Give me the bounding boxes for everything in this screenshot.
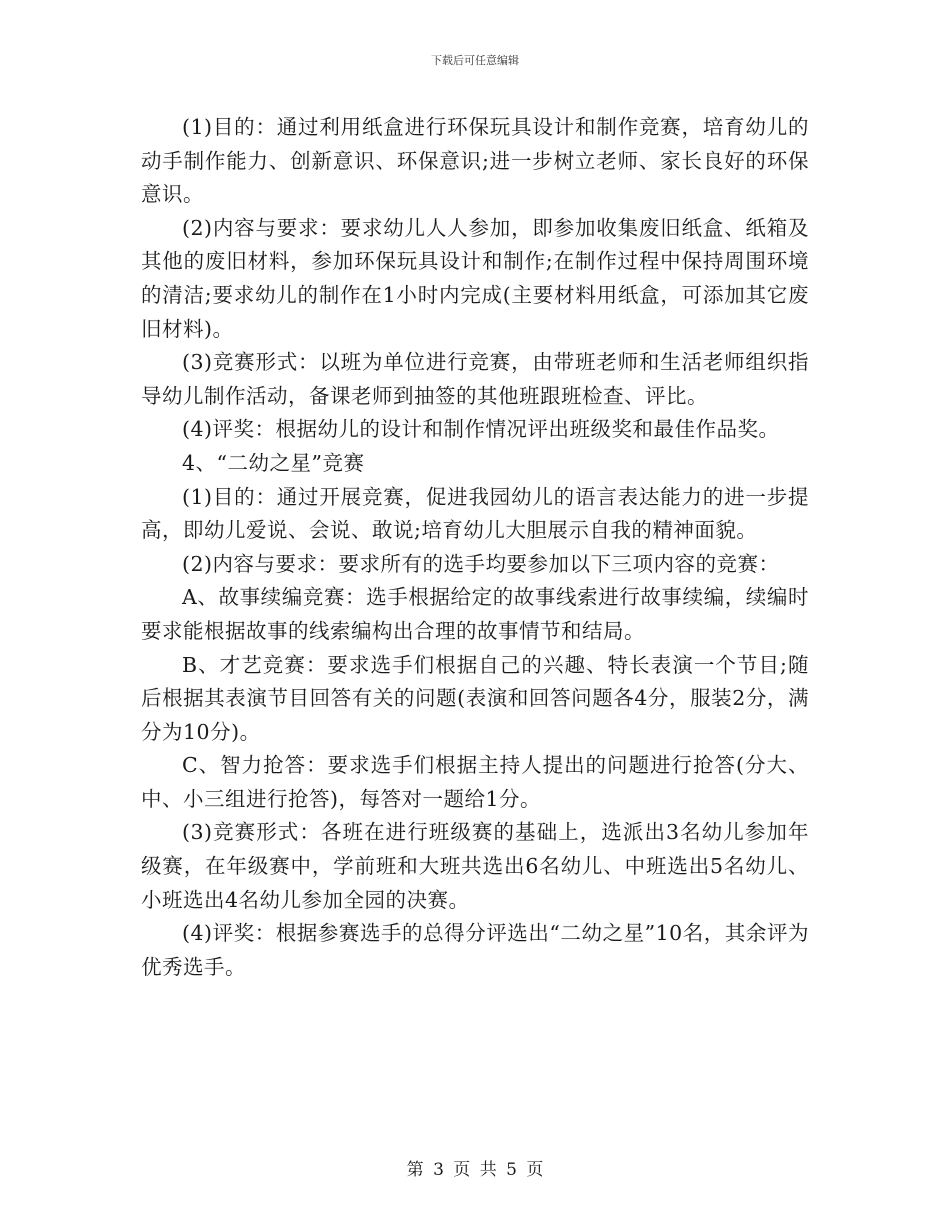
paragraph-star-contest-format: (3)竞赛形式：各班在进行班级赛的基础上，选派出3名幼儿参加年级赛，在年级赛中，学前班和大班共选出6名幼儿、中班选出5名幼儿、小班选出4名幼儿参加全园的决赛。 <box>141 820 809 912</box>
paragraph-environmental-toy-award: (4)评奖：根据幼儿的设计和制作情况评出班级奖和最佳作品奖。 <box>182 417 780 442</box>
paragraph-star-contest-requirements: (2)内容与要求：要求所有的选手均要参加以下三项内容的竞赛： <box>182 551 780 576</box>
page-number-footer: 第 3 页 共 5 页 <box>406 1160 544 1180</box>
section-heading-star-contest: 4、“二幼之星”竞赛 <box>182 450 365 475</box>
paragraph-environmental-toy-requirements: (2)内容与要求：要求幼儿人人参加，即参加收集废旧纸盒、纸箱及其他的废旧材料，参加环保玩具设计和制作;在制作过程中保持周围环境的清洁;要求幼儿的制作在1小时内完成(主要材料用纸盒，可添加其它废旧材料)。 <box>141 215 809 341</box>
paragraph-story-continuation: A、故事续编竞赛：选手根据给定的故事线索进行故事续编，续编时要求能根据故事的线索编构出合理的故事情节和结局。 <box>141 585 809 643</box>
paragraph-environmental-toy-format: (3)竞赛形式：以班为单位进行竞赛，由带班老师和生活老师组织指导幼儿制作活动，备课老师到抽签的其他班跟班检查、评比。 <box>141 350 809 408</box>
paragraph-quiz: C、智力抢答：要求选手们根据主持人提出的问题进行抢答(分大、中、小三组进行抢答)，每答对一题给1分。 <box>141 753 809 811</box>
paragraph-environmental-toy-goal: (1)目的：通过利用纸盒进行环保玩具设计和制作竞赛，培育幼儿的动手制作能力、创新意识、环保意识;进一步树立老师、家长良好的环保意识。 <box>141 115 809 207</box>
paragraph-talent-show: B、才艺竞赛：要求选手们根据自己的兴趣、特长表演一个节目;随后根据其表演节目回答有关的问题(表演和回答问题各4分，服装2分，满分为10分)。 <box>141 652 809 744</box>
paragraph-star-contest-goal: (1)目的：通过开展竞赛，促进我园幼儿的语言表达能力的进一步提高，即幼儿爱说、会说、敢说;培育幼儿大胆展示自我的精神面貌。 <box>141 484 809 543</box>
paragraph-star-contest-award: (4)评奖：根据参赛选手的总得分评选出“二幼之星”10名，其余评为优秀选手。 <box>141 921 809 979</box>
page-header: 下载后可任意编辑 <box>431 54 519 67</box>
document-body <box>141 111 809 984</box>
